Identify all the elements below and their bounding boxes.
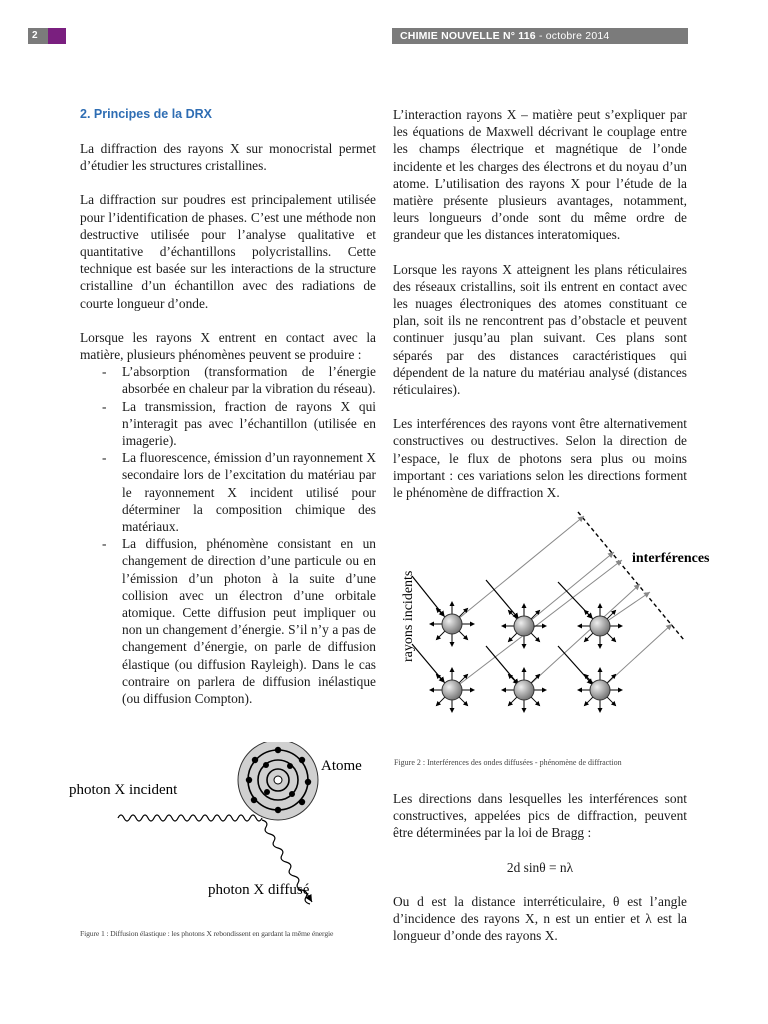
figure-2-interference-diagram: [394, 508, 724, 750]
paragraph: Lorsque les rayons X entrent en contact avec la matière, plusieurs phénomènes peuvent se produire :: [80, 329, 376, 363]
lattice-atom: [502, 604, 546, 648]
list-item: - La diffusion, phénomène consistant en un changement de direction d’une particule ou en l’émission d’un photon à la suite d’une collision avec un électron d’une orbitale atomique. Cette diffusion peut impliquer ou non un changement d’énergie. S’il n’y a pas de changement d’énergie, on parle de diffusion élastique (ou diffusion Rayleigh). Dans le cas contraire on parlera de diffusion inélastique (ou diffusion Compton).: [102, 536, 376, 707]
figure-2-caption: Figure 2 : Interférences des ondes diffusées - phénomène de diffraction: [394, 758, 622, 767]
paragraph: La diffraction des rayons X sur monocristal permet d’étudier les structures cristallines.: [80, 141, 376, 174]
lattice-atom: [578, 604, 622, 648]
list-item: - La fluorescence, émission d’un rayonnement X secondaire lors de l’excitation du matériau par le rayonnement X incident utilisé pour déterminer la composition chimique des matériaux.: [102, 450, 376, 535]
incident-wave: [118, 815, 262, 821]
incident-photon-label: photon X incident: [69, 782, 178, 798]
right-column: [393, 106, 687, 518]
paragraph: L’interaction rayons X – matière peut s’expliquer par les équations de Maxwell décrivant le couplage entre les champs électrique et magnétique de l’onde incidente et les charges des électrons et du noyau d’un atome. L’utilisation des rayons X pour l’étude de la matière présente plusieurs avantages, notamment, leurs longueurs d’onde sont du même ordre de grandeur que les distances interatomiques.: [393, 107, 687, 243]
running-header: [392, 28, 688, 44]
bragg-formula: 2d sinθ = nλ: [506, 859, 574, 875]
page-number: 2: [28, 28, 48, 44]
figure-1-caption: Figure 1 : Diffusion élastique : les photons X rebondissent en gardant la même énergie: [80, 929, 334, 938]
paragraph: La diffraction sur poudres est principalement utilisée pour l’identification de phases. C’est une méthode non destructive utilisée pour l’analyse qualitative et quantitative d’échantillons polycristallins. Cette technique est basée sur les interactions de la structure cristalline d’un échantillon avec des radiations de courte longueur d’onde.: [80, 192, 376, 311]
magazine-name: CHIMIE NOUVELLE: [400, 30, 500, 42]
phenomena-list: [80, 363, 376, 707]
lattice-atom: [430, 668, 474, 712]
paragraph: Les interférences des rayons vont être alternativement constructives ou destructives. Selon la direction de l’espace, le flux de photons sera plus ou moins important : ces variations selon les directions forment le phénomène de diffraction X.: [393, 416, 687, 501]
section-title: 2. Principes de la DRX: [80, 107, 212, 121]
list-item: - L’absorption (transformation de l’énergie absorbée en chaleur par la vibration du réseau).: [102, 364, 376, 397]
incident-rays-label: rayons incidents: [401, 570, 416, 662]
paragraph: Lorsque les rayons X atteignent les plans réticulaires des réseaux cristallins, soit ils entrent en contact avec les nuages électroniques des atomes constituant ce plan, soit ils ne rencontrent pas d’obstacle et peuvent continuer jusqu’au plan suivant. Ces plans sont séparés par des distances caractéristiques qui dépendent de la nature du matériau analysé (distances réticulaires).: [393, 261, 687, 398]
atom-lattice: [430, 602, 622, 712]
right-column-lower: [393, 790, 687, 961]
list-item: - La transmission, fraction de rayons X qui n’interagit pas avec l’échantillon (utilisée en imagerie).: [102, 398, 376, 449]
paragraph: Les directions dans lesquelles les interférences sont constructives, appelées pics de diffraction, peuvent être déterminées par la loi de Bragg :: [393, 791, 687, 841]
interference-label: interférences: [632, 551, 710, 566]
lattice-atom: [430, 602, 474, 646]
atom-label: Atome: [321, 758, 362, 774]
left-column: [80, 106, 376, 707]
lattice-atom: [502, 668, 546, 712]
scattered-photon-label: photon X diffusé: [208, 882, 310, 898]
issue-number: N° 116: [502, 30, 536, 42]
issue-date: - octobre 2014: [538, 30, 610, 42]
paragraph: Ou d est la distance interréticulaire, θ est l’angle d’incidence des rayons X, n est un entier et λ est la longueur d’onde des rayons X.: [393, 893, 687, 944]
lattice-atom: [578, 668, 622, 712]
header-accent-block: [48, 28, 66, 44]
figure-1-scattering-diagram: [66, 742, 376, 918]
atom-icon: [238, 742, 318, 820]
